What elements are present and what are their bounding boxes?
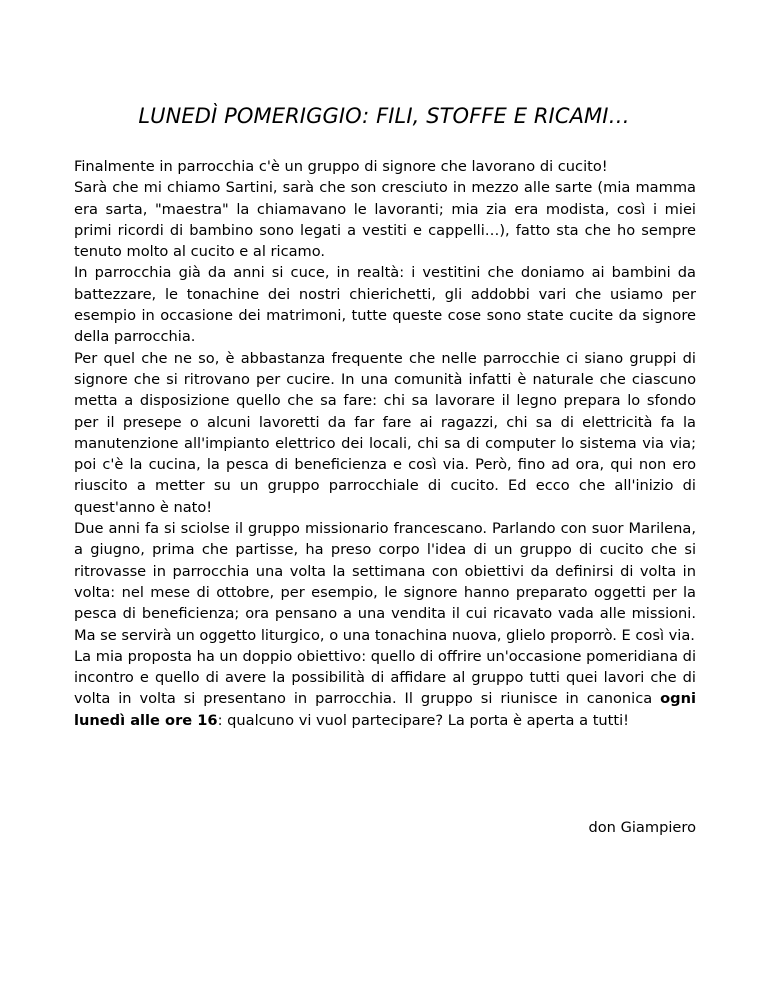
paragraph-final-text-end: : qualcuno vi vuol partecipare? La porta è aperta a tutti! [217,711,630,729]
paragraph-final-text: La mia proposta ha un doppio obiettivo: quello di offrire un'occasione pomeridiana di incontro e quello di avere la possibilità di affidare al gruppo tutti quei lavori che di volta in volta si presentano in parrocchia. Il gruppo si riunisce in canonica [74,647,696,708]
paragraph-final [74,646,696,731]
paragraph: In parrocchia già da anni si cuce, in realtà: i vestitini che doniamo ai bambini da battezzare, le tonachine dei nostri chierichetti, gli addobbi vari che usiamo per esempio in occasione dei matrimoni, tutte queste cose sono state cucite da signore della parrocchia. [74,264,696,346]
signature: don Giampiero [588,819,696,836]
paragraph: Due anni fa si sciolse il gruppo missionario francescano. Parlando con suor Marilena, a giugno, prima che partisse, ha preso corpo l'idea di un gruppo di cucito che si ritrovasse in parrocchia una volta la settimana con obiettivi da definirsi di volta in volta: nel mese di ottobre, per esempio, le signore hanno preparato oggetti per la pesca di beneficienza; ora pensano a una vendita il cui ricavato vada alle missioni. Ma se servirà un oggetto liturgico, o una tonachina nuova, glielo proporrò. E così via. [74,520,696,644]
paragraph: Per quel che ne so, è abbastanza frequente che nelle parrocchie ci siano gruppi di signore che si ritrovano per cucire. In una comunità infatti è naturale che ciascuno metta a disposizione quello che sa fare: chi sa lavorare il legno prepara lo sfondo per il presepe o alcuni lavoretti da far fare ai ragazzi, chi sa di elettricità fa la manutenzione all'impianto elettrico dei locali, chi sa di computer lo sistema via via; poi c'è la cucina, la pesca di beneficienza e così via. Però, fino ad ora, qui non ero riuscito a metter su un gruppo parrocchiale di cucito. Ed ecco che all'inizio di quest'anno è nato! [74,349,696,516]
meeting-time-highlight: ogni lunedì alle ore 16 [74,690,696,729]
paragraph: Finalmente in parrocchia c'è un gruppo di signore che lavorano di cucito! [74,158,608,175]
paragraph: Sarà che mi chiamo Sartini, sarà che son cresciuto in mezzo alle sarte (mia mamma era sarta, "maestra" la chiamavano le lavoranti; mia zia era modista, così i miei primi ricordi di bambino sono legati a vestiti e cappelli…), fatto sta che ho sempre tenuto molto al cucito e al ricamo. [74,179,696,261]
document-body [74,156,696,731]
document-title: LUNEDÌ POMERIGGIO: FILI, STOFFE E RICAMI… [138,104,630,128]
